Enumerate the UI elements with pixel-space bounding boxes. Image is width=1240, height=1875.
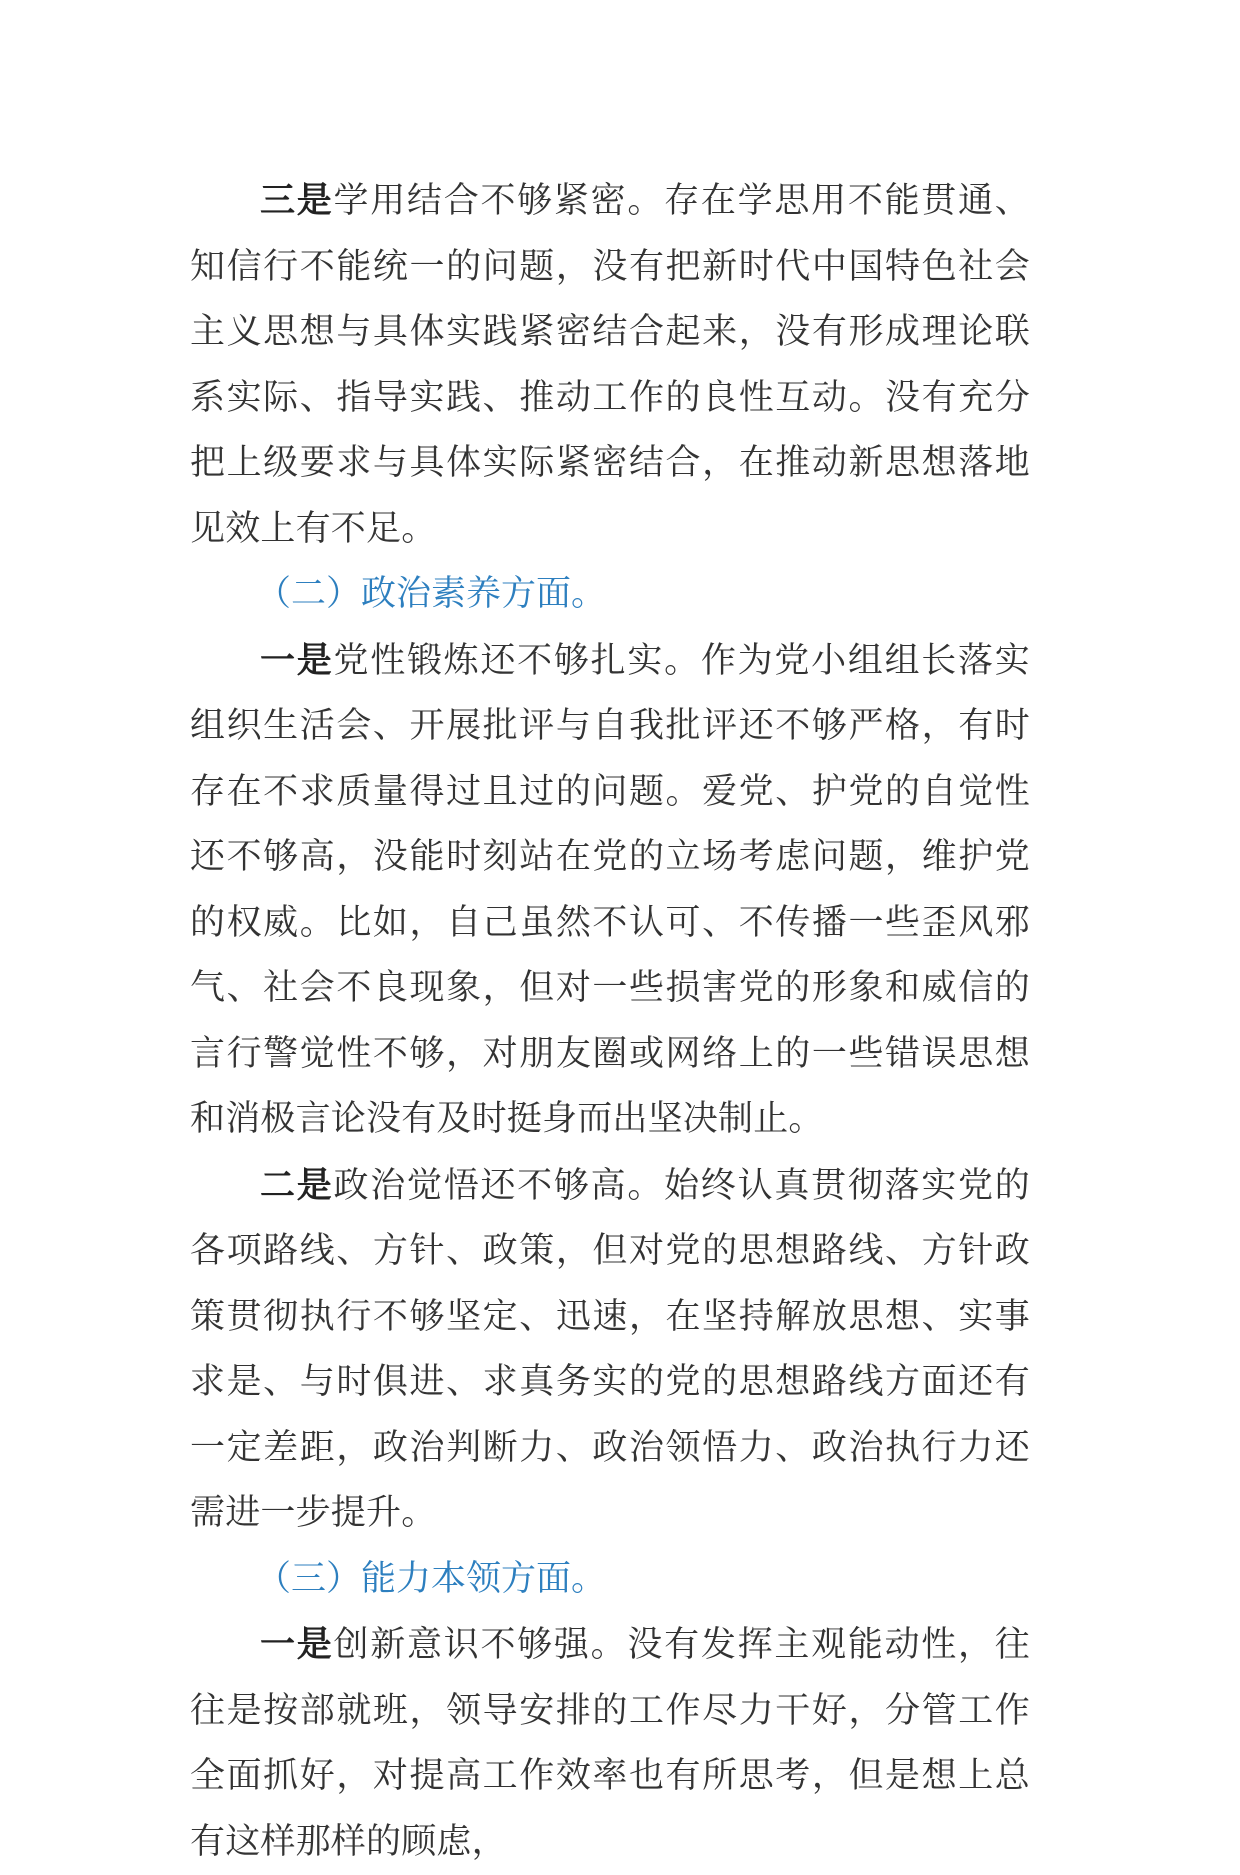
paragraph-body: 政治觉悟还不够高。始终认真贯彻落实党的各项路线、方针、政策，但对党的思想路线、方针政策贯彻执行不够坚定、迅速，在坚持解放思想、实事求是、与时俱进、求真务实的党的思想路线方面还有一定差距，政治判断力、政治领悟力、政治执行力还需进一步提升。	[190, 1165, 1030, 1533]
paragraph-body: 创新意识不够强。没有发挥主观能动性，往往是按部就班，领导安排的工作尽力干好，分管工作全面抓好，对提高工作效率也有所思考，但是想上总有这样那样的顾虑，	[190, 1625, 1030, 1862]
paragraph-lead: 一是	[260, 1624, 334, 1665]
paragraph-lead: 一是	[260, 639, 334, 681]
paragraph-political-awareness	[190, 1153, 1030, 1547]
paragraph-lead: 二是	[260, 1164, 334, 1206]
document-page	[190, 168, 1030, 1875]
paragraph-innovation	[190, 1612, 1030, 1875]
section-heading-political-literacy: （二）政治素养方面。	[256, 574, 607, 614]
paragraph-body: 学用结合不够紧密。存在学思用不能贯通、知信行不能统一的问题，没有把新时代中国特色社会主义思想与具体实践紧密结合起来，没有形成理论联系实际、指导实践、推动工作的良性互动。没有充分把上级要求与具体实际紧密结合，在推动新思想落地见效上有不足。	[190, 181, 1030, 549]
paragraph-party-spirit	[190, 628, 1030, 1153]
paragraph-lead: 三是	[260, 180, 334, 221]
section-heading-ability: （三）能力本领方面。	[256, 1558, 607, 1599]
paragraph-study-application	[190, 168, 1030, 562]
paragraph-body: 党性锻炼还不够扎实。作为党小组组长落实组织生活会、开展批评与自我批评还不够严格，有时存在不求质量得过且过的问题。爱党、护党的自觉性还不够高，没能时刻站在党的立场考虑问题，维护党的权威。比如，自己虽然不认可、不传播一些歪风邪气、社会不良现象，但对一些损害党的形象和威信的言行警觉性不够，对朋友圈或网络上的一些错误思想和消极言论没有及时挺身而出坚决制止。	[190, 640, 1030, 1139]
